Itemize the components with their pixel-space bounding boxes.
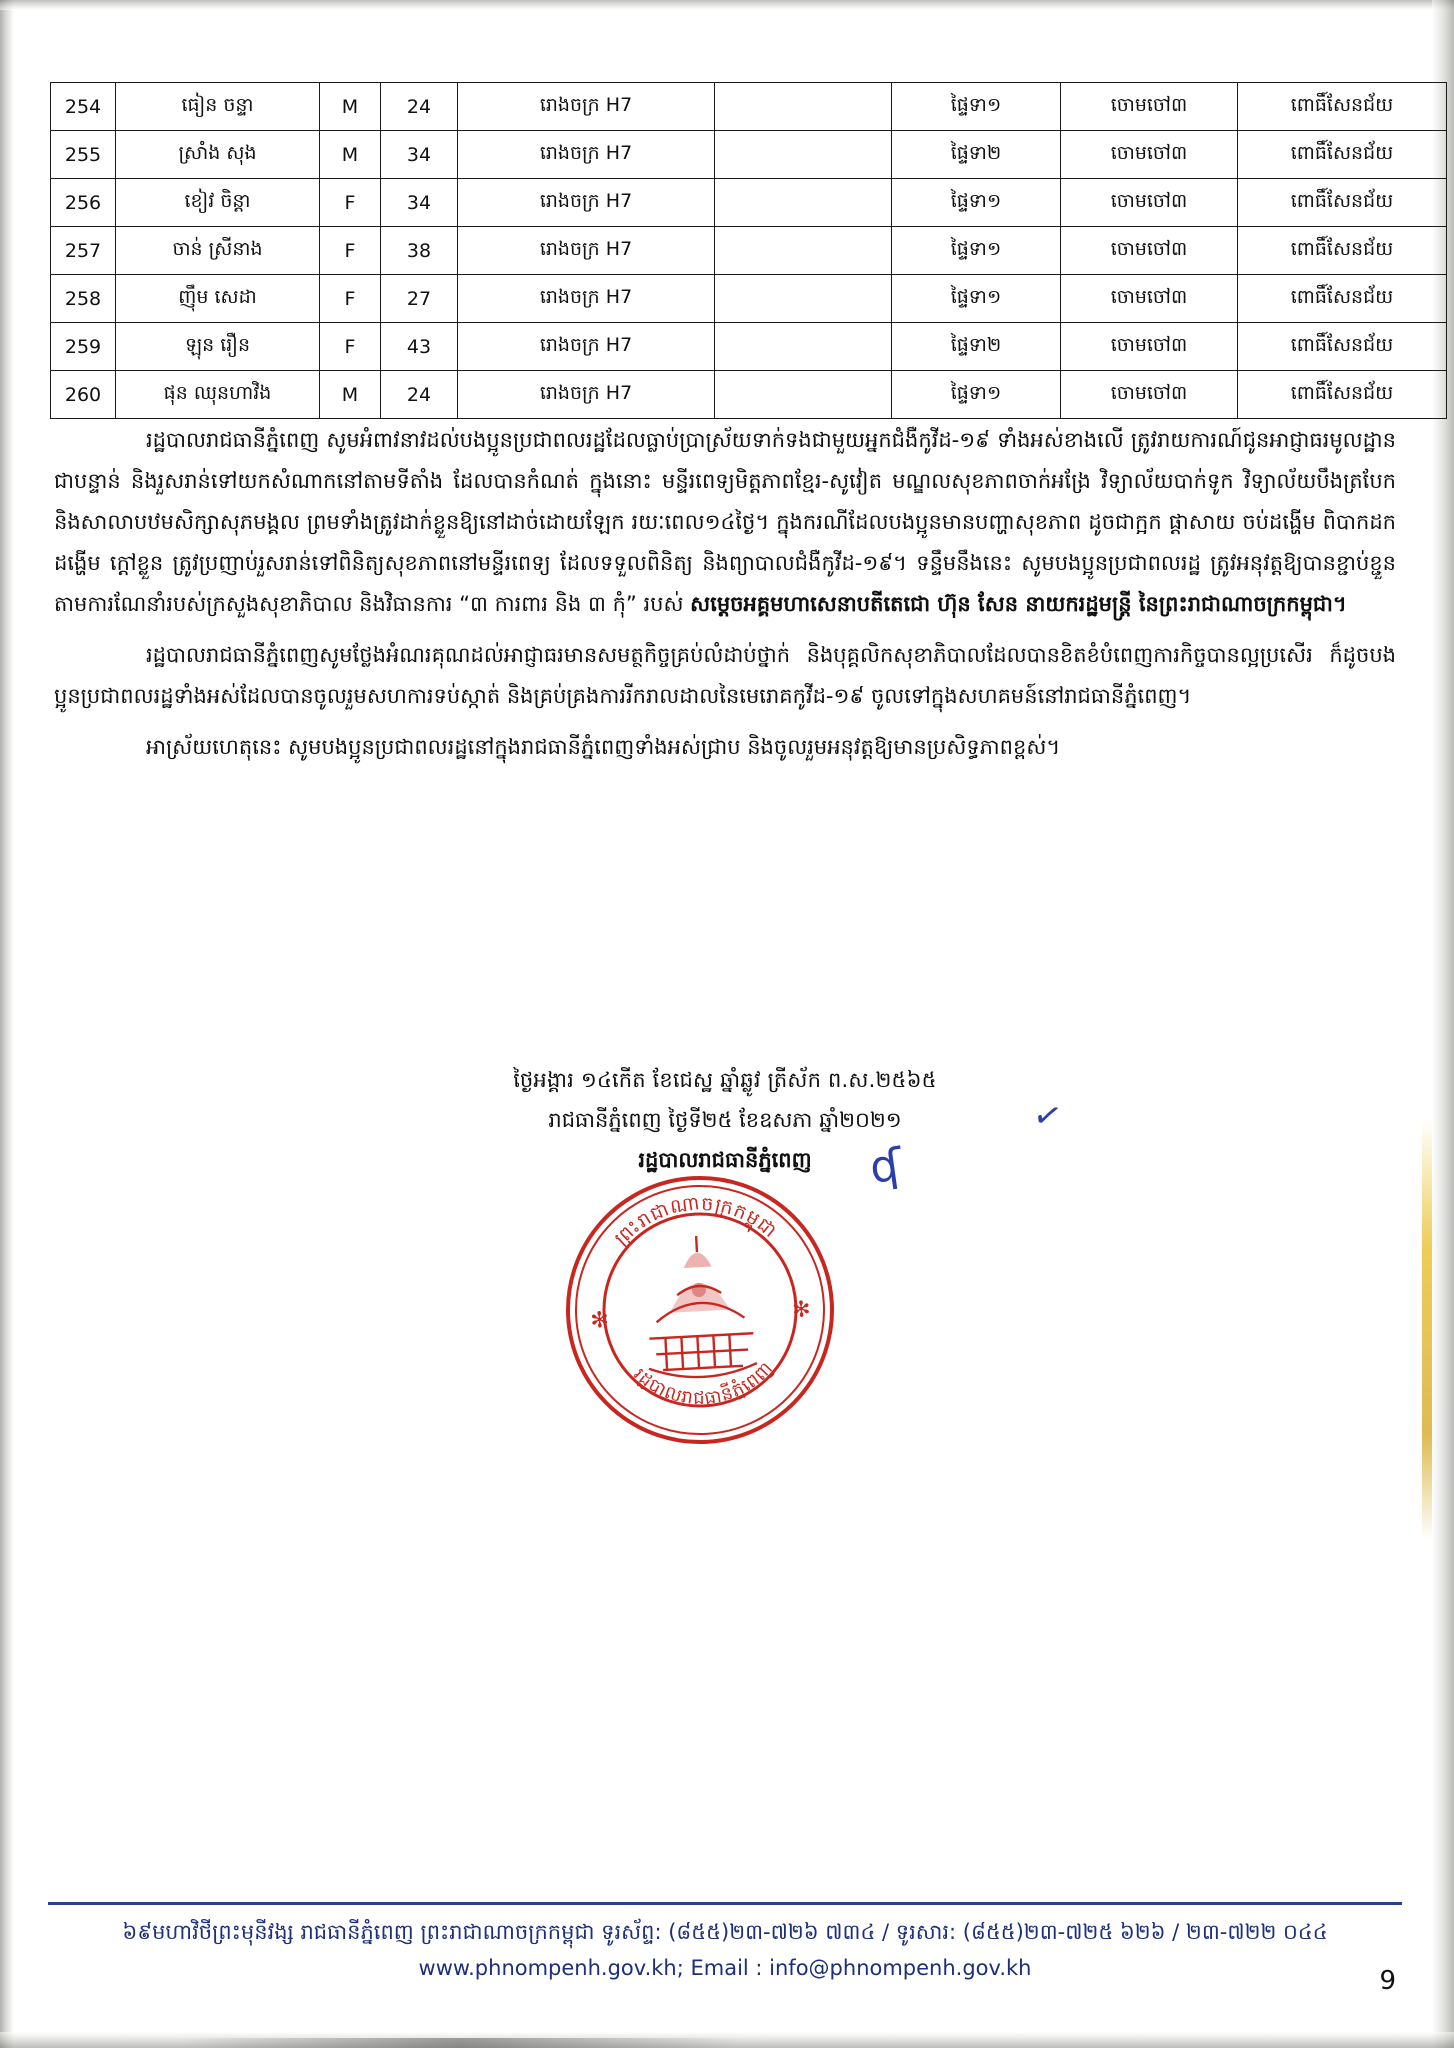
svg-text:✻: ✻ [589, 1307, 610, 1334]
announcement-body [54, 420, 1396, 778]
cell-commune: ចោមចៅ៣ [1061, 227, 1238, 275]
cell-sex: M [320, 83, 381, 131]
table-row [51, 83, 1447, 131]
registry-table [50, 82, 1447, 419]
cell-commune: ចោមចៅ៣ [1061, 323, 1238, 371]
cell-no: 259 [51, 323, 116, 371]
scan-edge-top [0, 0, 1454, 10]
table-row [51, 131, 1447, 179]
signature-block [54, 1060, 1396, 1180]
cell-age: 43 [381, 323, 458, 371]
issuing-authority: រដ្ឋបាលរាជធានីភ្នំពេញ [638, 1148, 812, 1172]
footer-website-email[interactable]: www.phnompenh.gov.kh; Email : info@phnompenh.gov.kh [418, 1956, 1032, 1980]
table-row [51, 227, 1447, 275]
page-footer [48, 1914, 1402, 1986]
cell-group: ផ្ទៃទា១ [892, 371, 1061, 419]
cell-note [715, 179, 892, 227]
cell-location: រោងចក្រ H7 [458, 131, 715, 179]
cell-district: ពោធិ៍សែនជ័យ [1238, 83, 1447, 131]
cell-note [715, 371, 892, 419]
page-number: 9 [1379, 1966, 1396, 1996]
table-row [51, 323, 1447, 371]
table-body [51, 83, 1447, 419]
cell-group: ផ្ទៃទា២ [892, 131, 1061, 179]
cell-location: រោងចក្រ H7 [458, 83, 715, 131]
cell-location: រោងចក្រ H7 [458, 275, 715, 323]
cell-district: ពោធិ៍សែនជ័យ [1238, 371, 1447, 419]
pen-signature-mark: ʠ [866, 1138, 906, 1194]
cell-sex: F [320, 179, 381, 227]
cell-location: រោងចក្រ H7 [458, 227, 715, 275]
cell-no: 256 [51, 179, 116, 227]
cell-note [715, 131, 892, 179]
cell-no: 260 [51, 371, 116, 419]
cell-age: 34 [381, 131, 458, 179]
cell-sex: M [320, 131, 381, 179]
cell-no: 258 [51, 275, 116, 323]
cell-commune: ចោមចៅ៣ [1061, 83, 1238, 131]
cell-age: 24 [381, 83, 458, 131]
cell-commune: ចោមចៅ៣ [1061, 275, 1238, 323]
cell-note [715, 83, 892, 131]
paragraph-2: រដ្ឋបាលរាជធានីភ្នំពេញសូមថ្លែងអំណរគុណដល់អាជ្ញាធរមានសមត្ថកិច្ចគ្រប់លំដាប់ថ្នាក់ និងបុគ្គលិកសុខាភិបាលដែលបានខិតខំបំពេញការកិច្ចបានល្អប្រសើរ ក៏ដូចបងប្អូនប្រជាពលរដ្ឋទាំងអស់ដែលបានចូលរួមសហការទប់ស្កាត់ និងគ្រប់គ្រងការរីករាលដាលនៃមេរោគកូវីដ-១៩ ចូលទៅក្នុងសហគមន៍នៅរាជធានីភ្នំពេញ។ [54, 643, 1396, 708]
paragraph-1-text: រដ្ឋបាលរាជធានីភ្នំពេញ សូមអំពាវនាវដល់បងប្អូនប្រជាពលរដ្ឋដែលធ្លាប់ប្រាស្រ័យទាក់ទងជាមួយអ្នកជំងឺកូវីដ-១៩ ទាំងអស់ខាងលើ ត្រូវរាយការណ៍ជូនអាជ្ញាធរមូលដ្ឋានជាបន្ទាន់ និងរួសរាន់ទៅយកសំណាកនៅតាមទីតាំង ដែលបានកំណត់ ក្នុងនោះ មន្ទីរពេទ្យមិត្តភាពខ្មែរ-សូវៀត មណ្ឌលសុខភាពចាក់អង្រែ វិទ្យាល័យបាក់ទូក វិទ្យាល័យបឹងត្របែក និងសាលាបឋមសិក្សាសុភមង្គល ព្រមទាំងត្រូវដាក់ខ្លួនឱ្យនៅដាច់ដោយឡែក រយៈពេល១៤ថ្ងៃ។ ក្នុងករណីដែលបងប្អូនមានបញ្ហាសុខភាព ដូចជាក្អក ផ្តាសាយ ចប់ដង្ហើម ពិបាកដកដង្ហើម ក្តៅខ្លួន ត្រូវប្រញាប់រួសរាន់ទៅពិនិត្យសុខភាពនៅមន្ទីរពេទ្យ ដែលទទួលពិនិត្យ និងព្យាបាលជំងឺកូវីដ-១៩។ ទន្ទឹមនឹងនេះ សូមបងប្អូនប្រជាពលរដ្ឋ ត្រូវអនុវត្តឱ្យបានខ្ជាប់ខ្ជួនតាមការណែនាំរបស់ក្រសួងសុខាភិបាល និងវិធានការ “៣ ការពារ និង ៣ កុំ” របស់ [54, 428, 1396, 616]
cell-location: រោងចក្រ H7 [458, 371, 715, 419]
scan-color-strip [1422, 1120, 1432, 1540]
cell-name: ផុន ឈុនហាវិង [116, 371, 320, 419]
cell-name: ឡុន រឿន [116, 323, 320, 371]
cell-location: រោងចក្រ H7 [458, 323, 715, 371]
pen-check-mark: ✓ [1029, 1093, 1066, 1139]
svg-text:ព្រះរាជាណាចក្រកម្ពុជា: ព្រះរាជាណាចក្រកម្ពុជា [610, 1192, 782, 1250]
cell-group: ផ្ទៃទា១ [892, 83, 1061, 131]
cell-commune: ចោមចៅ៣ [1061, 131, 1238, 179]
cell-group: ផ្ទៃទា២ [892, 323, 1061, 371]
table-row [51, 371, 1447, 419]
cell-sex: F [320, 227, 381, 275]
cell-district: ពោធិ៍សែនជ័យ [1238, 179, 1447, 227]
cell-age: 38 [381, 227, 458, 275]
cell-sex: F [320, 323, 381, 371]
cell-district: ពោធិ៍សែនជ័យ [1238, 275, 1447, 323]
official-seal [553, 1163, 847, 1457]
gregorian-date: រាជធានីភ្នំពេញ ថ្ងៃទី២៥ ខែឧសភា ឆ្នាំ២០២១ [548, 1108, 902, 1132]
cell-district: ពោធិ៍សែនជ័យ [1238, 227, 1447, 275]
svg-text:រដ្ឋបាលរាជធានីភ្នំពេញ: រដ្ឋបាលរាជធានីភ្នំពេញ [629, 1357, 778, 1410]
cell-sex: F [320, 275, 381, 323]
buddhist-date: ថ្ងៃអង្គារ ១៤កើត ខែជេស្ឋ ឆ្នាំឆ្លូវ ត្រីស័ក ព.ស.២៥៦៥ [513, 1068, 937, 1092]
cell-name: ខៀវ ចិន្តា [116, 179, 320, 227]
scan-edge-left [0, 0, 14, 2048]
cell-name: ស្រាំង សុង [116, 131, 320, 179]
cell-location: រោងចក្រ H7 [458, 179, 715, 227]
pm-name-bold: សម្តេចអគ្គមហាសេនាបតីតេជោ ហ៊ុន សែន នាយករដ្ឋមន្ត្រី នៃព្រះរាជាណាចក្រកម្ពុជា។ [690, 592, 1347, 616]
cell-age: 34 [381, 179, 458, 227]
cell-note [715, 227, 892, 275]
cell-note [715, 275, 892, 323]
cell-district: ពោធិ៍សែនជ័យ [1238, 323, 1447, 371]
cell-commune: ចោមចៅ៣ [1061, 179, 1238, 227]
cell-no: 257 [51, 227, 116, 275]
footer-divider [48, 1902, 1402, 1905]
cell-age: 24 [381, 371, 458, 419]
cell-no: 254 [51, 83, 116, 131]
cell-district: ពោធិ៍សែនជ័យ [1238, 131, 1447, 179]
table-row [51, 179, 1447, 227]
cell-group: ផ្ទៃទា១ [892, 227, 1061, 275]
cell-sex: M [320, 371, 381, 419]
cell-name: ញ៉ឹម សេដា [116, 275, 320, 323]
cell-group: ផ្ទៃទា១ [892, 179, 1061, 227]
paragraph-1 [54, 420, 1396, 625]
scan-smudge [180, 2038, 740, 2048]
svg-text:✻: ✻ [791, 1297, 812, 1324]
cell-name: ចាន់ ស្រីនាង [116, 227, 320, 275]
footer-address: ៦៩មហាវិថីព្រះមុនីវង្ស រាជធានីភ្នំពេញ ព្រះរាជាណាចក្រកម្ពុជា ទូរស័ព្ទ: (៨៥៥)២៣-៧២៦ ៧៣៤ / ទូរសារ: (៨៥៥)២៣-៧២៥ ៦២៦ / ២៣-៧២២ ០៤៤ [122, 1920, 1328, 1944]
cell-commune: ចោមចៅ៣ [1061, 371, 1238, 419]
table-row [51, 275, 1447, 323]
cell-group: ផ្ទៃទា១ [892, 275, 1061, 323]
cell-no: 255 [51, 131, 116, 179]
cell-name: ធៀន ចន្ទា [116, 83, 320, 131]
paragraph-3: អាស្រ័យហេតុនេះ សូមបងប្អូនប្រជាពលរដ្ឋនៅក្នុងរាជធានីភ្នំពេញទាំងអស់ជ្រាប និងចូលរួមអនុវត្តឱ្យមានប្រសិទ្ធភាពខ្ពស់។ [146, 735, 1061, 759]
seal-icon [553, 1163, 847, 1457]
cell-age: 27 [381, 275, 458, 323]
cell-note [715, 323, 892, 371]
